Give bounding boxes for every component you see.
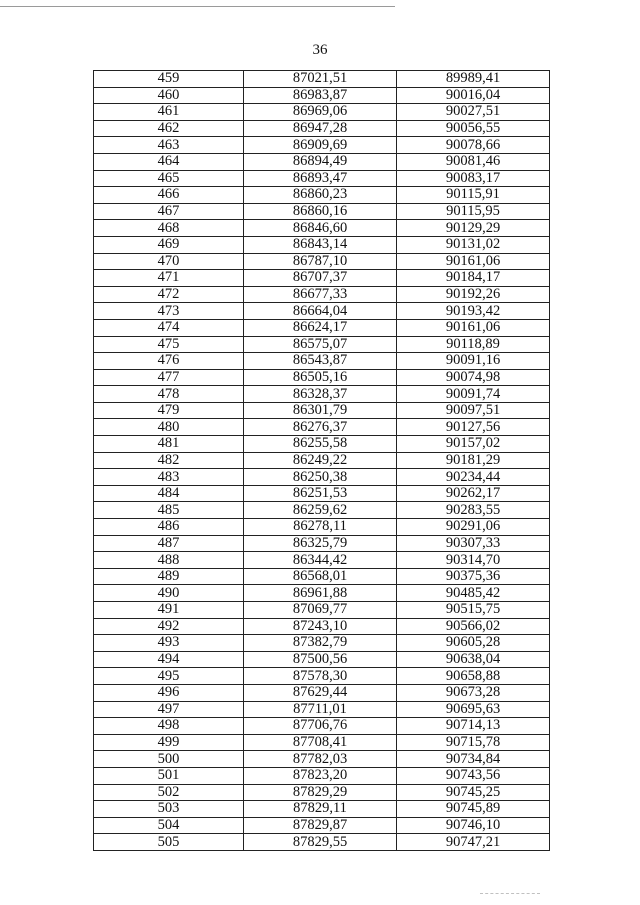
point-number-cell: 492 [94,618,244,635]
x-coordinate-cell: 86846,60 [244,220,397,237]
point-number-cell: 491 [94,602,244,619]
y-coordinate-cell: 90127,56 [397,419,550,436]
y-coordinate-cell: 90234,44 [397,469,550,486]
x-coordinate-cell: 87629,44 [244,684,397,701]
point-number-cell: 493 [94,635,244,652]
table-row [94,137,550,154]
y-coordinate-cell: 90714,13 [397,718,550,735]
bottom-rule [480,893,540,894]
y-coordinate-cell: 90161,06 [397,253,550,270]
table-row [94,369,550,386]
point-number-cell: 494 [94,651,244,668]
y-coordinate-cell: 90262,17 [397,485,550,502]
point-number-cell: 502 [94,784,244,801]
table-row [94,801,550,818]
table-row [94,270,550,287]
x-coordinate-cell: 86707,37 [244,270,397,287]
x-coordinate-cell: 86259,62 [244,502,397,519]
table-row [94,734,550,751]
table-row [94,386,550,403]
x-coordinate-cell: 86575,07 [244,336,397,353]
point-number-cell: 488 [94,552,244,569]
page-number: 36 [312,42,328,58]
y-coordinate-cell: 90097,51 [397,402,550,419]
table-row [94,170,550,187]
x-coordinate-cell: 86249,22 [244,452,397,469]
point-number-cell: 496 [94,684,244,701]
x-coordinate-cell: 87500,56 [244,651,397,668]
x-coordinate-cell: 86328,37 [244,386,397,403]
y-coordinate-cell: 90715,78 [397,734,550,751]
x-coordinate-cell: 86677,33 [244,286,397,303]
table-row [94,485,550,502]
y-coordinate-cell: 90115,91 [397,187,550,204]
point-number-cell: 469 [94,236,244,253]
x-coordinate-cell: 86664,04 [244,303,397,320]
point-number-cell: 504 [94,817,244,834]
point-number-cell: 477 [94,369,244,386]
y-coordinate-cell: 90091,16 [397,353,550,370]
y-coordinate-cell: 90746,10 [397,817,550,834]
table-row [94,353,550,370]
x-coordinate-cell: 87782,03 [244,751,397,768]
point-number-cell: 489 [94,568,244,585]
table-row [94,784,550,801]
y-coordinate-cell: 90566,02 [397,618,550,635]
table-row [94,236,550,253]
table-row [94,220,550,237]
table-row [94,834,550,851]
table-row [94,585,550,602]
x-coordinate-cell: 86255,58 [244,436,397,453]
y-coordinate-cell: 90307,33 [397,535,550,552]
top-rule [0,6,395,7]
table-row [94,519,550,536]
point-number-cell: 466 [94,187,244,204]
x-coordinate-cell: 87829,29 [244,784,397,801]
point-number-cell: 499 [94,734,244,751]
point-number-cell: 480 [94,419,244,436]
point-number-cell: 498 [94,718,244,735]
y-coordinate-cell: 90074,98 [397,369,550,386]
y-coordinate-cell: 90181,29 [397,452,550,469]
x-coordinate-cell: 87823,20 [244,767,397,784]
x-coordinate-cell: 86251,53 [244,485,397,502]
point-number-cell: 464 [94,153,244,170]
table-row [94,751,550,768]
x-coordinate-cell: 86969,06 [244,104,397,121]
table-row [94,187,550,204]
y-coordinate-cell: 90083,17 [397,170,550,187]
point-number-cell: 505 [94,834,244,851]
y-coordinate-cell: 90291,06 [397,519,550,536]
table-row [94,203,550,220]
y-coordinate-cell: 90118,89 [397,336,550,353]
y-coordinate-cell: 90192,26 [397,286,550,303]
coordinates-table-body [94,71,550,851]
y-coordinate-cell: 90314,70 [397,552,550,569]
point-number-cell: 465 [94,170,244,187]
y-coordinate-cell: 90078,66 [397,137,550,154]
table-row [94,419,550,436]
point-number-cell: 473 [94,303,244,320]
x-coordinate-cell: 86894,49 [244,153,397,170]
table-row [94,651,550,668]
point-number-cell: 474 [94,319,244,336]
point-number-cell: 459 [94,71,244,88]
table-row [94,336,550,353]
x-coordinate-cell: 86278,11 [244,519,397,536]
x-coordinate-cell: 86568,01 [244,568,397,585]
y-coordinate-cell: 90658,88 [397,668,550,685]
x-coordinate-cell: 87243,10 [244,618,397,635]
y-coordinate-cell: 90605,28 [397,635,550,652]
point-number-cell: 476 [94,353,244,370]
x-coordinate-cell: 86301,79 [244,402,397,419]
coordinates-table [93,70,550,851]
y-coordinate-cell: 90745,25 [397,784,550,801]
y-coordinate-cell: 90695,63 [397,701,550,718]
x-coordinate-cell: 87708,41 [244,734,397,751]
y-coordinate-cell: 89989,41 [397,71,550,88]
x-coordinate-cell: 86325,79 [244,535,397,552]
point-number-cell: 481 [94,436,244,453]
x-coordinate-cell: 87829,87 [244,817,397,834]
point-number-cell: 472 [94,286,244,303]
point-number-cell: 484 [94,485,244,502]
x-coordinate-cell: 87829,11 [244,801,397,818]
point-number-cell: 501 [94,767,244,784]
point-number-cell: 500 [94,751,244,768]
table-row [94,87,550,104]
table-row [94,120,550,137]
x-coordinate-cell: 86624,17 [244,319,397,336]
y-coordinate-cell: 90027,51 [397,104,550,121]
x-coordinate-cell: 86860,16 [244,203,397,220]
point-number-cell: 475 [94,336,244,353]
y-coordinate-cell: 90081,46 [397,153,550,170]
table-row [94,668,550,685]
point-number-cell: 467 [94,203,244,220]
x-coordinate-cell: 86344,42 [244,552,397,569]
table-row [94,253,550,270]
x-coordinate-cell: 86947,28 [244,120,397,137]
point-number-cell: 478 [94,386,244,403]
table-row [94,104,550,121]
x-coordinate-cell: 87382,79 [244,635,397,652]
point-number-cell: 497 [94,701,244,718]
point-number-cell: 485 [94,502,244,519]
y-coordinate-cell: 90638,04 [397,651,550,668]
x-coordinate-cell: 86543,87 [244,353,397,370]
x-coordinate-cell: 86787,10 [244,253,397,270]
point-number-cell: 482 [94,452,244,469]
point-number-cell: 490 [94,585,244,602]
x-coordinate-cell: 86250,38 [244,469,397,486]
point-number-cell: 470 [94,253,244,270]
y-coordinate-cell: 90157,02 [397,436,550,453]
y-coordinate-cell: 90016,04 [397,87,550,104]
table-row [94,436,550,453]
point-number-cell: 486 [94,519,244,536]
x-coordinate-cell: 86961,88 [244,585,397,602]
table-row [94,452,550,469]
table-row [94,568,550,585]
point-number-cell: 463 [94,137,244,154]
table-row [94,767,550,784]
point-number-cell: 487 [94,535,244,552]
y-coordinate-cell: 90056,55 [397,120,550,137]
x-coordinate-cell: 86893,47 [244,170,397,187]
point-number-cell: 460 [94,87,244,104]
x-coordinate-cell: 87578,30 [244,668,397,685]
x-coordinate-cell: 86505,16 [244,369,397,386]
table-row [94,602,550,619]
x-coordinate-cell: 86276,37 [244,419,397,436]
point-number-cell: 503 [94,801,244,818]
y-coordinate-cell: 90747,21 [397,834,550,851]
point-number-cell: 462 [94,120,244,137]
y-coordinate-cell: 90375,36 [397,568,550,585]
y-coordinate-cell: 90734,84 [397,751,550,768]
y-coordinate-cell: 90673,28 [397,684,550,701]
x-coordinate-cell: 86860,23 [244,187,397,204]
x-coordinate-cell: 87711,01 [244,701,397,718]
table-row [94,684,550,701]
table-row [94,303,550,320]
table-row [94,502,550,519]
point-number-cell: 479 [94,402,244,419]
y-coordinate-cell: 90515,75 [397,602,550,619]
y-coordinate-cell: 90193,42 [397,303,550,320]
table-row [94,153,550,170]
y-coordinate-cell: 90743,56 [397,767,550,784]
table-row [94,718,550,735]
x-coordinate-cell: 86909,69 [244,137,397,154]
y-coordinate-cell: 90184,17 [397,270,550,287]
point-number-cell: 483 [94,469,244,486]
y-coordinate-cell: 90091,74 [397,386,550,403]
x-coordinate-cell: 87069,77 [244,602,397,619]
y-coordinate-cell: 90129,29 [397,220,550,237]
table-row [94,469,550,486]
point-number-cell: 471 [94,270,244,287]
point-number-cell: 468 [94,220,244,237]
table-row [94,71,550,88]
y-coordinate-cell: 90115,95 [397,203,550,220]
x-coordinate-cell: 87021,51 [244,71,397,88]
table-row [94,701,550,718]
y-coordinate-cell: 90283,55 [397,502,550,519]
x-coordinate-cell: 86983,87 [244,87,397,104]
table-row [94,535,550,552]
x-coordinate-cell: 87829,55 [244,834,397,851]
x-coordinate-cell: 87706,76 [244,718,397,735]
point-number-cell: 495 [94,668,244,685]
table-row [94,319,550,336]
point-number-cell: 461 [94,104,244,121]
table-row [94,552,550,569]
y-coordinate-cell: 90745,89 [397,801,550,818]
table-row [94,817,550,834]
x-coordinate-cell: 86843,14 [244,236,397,253]
y-coordinate-cell: 90131,02 [397,236,550,253]
table-row [94,402,550,419]
table-row [94,635,550,652]
table-row [94,618,550,635]
table-row [94,286,550,303]
y-coordinate-cell: 90485,42 [397,585,550,602]
y-coordinate-cell: 90161,06 [397,319,550,336]
